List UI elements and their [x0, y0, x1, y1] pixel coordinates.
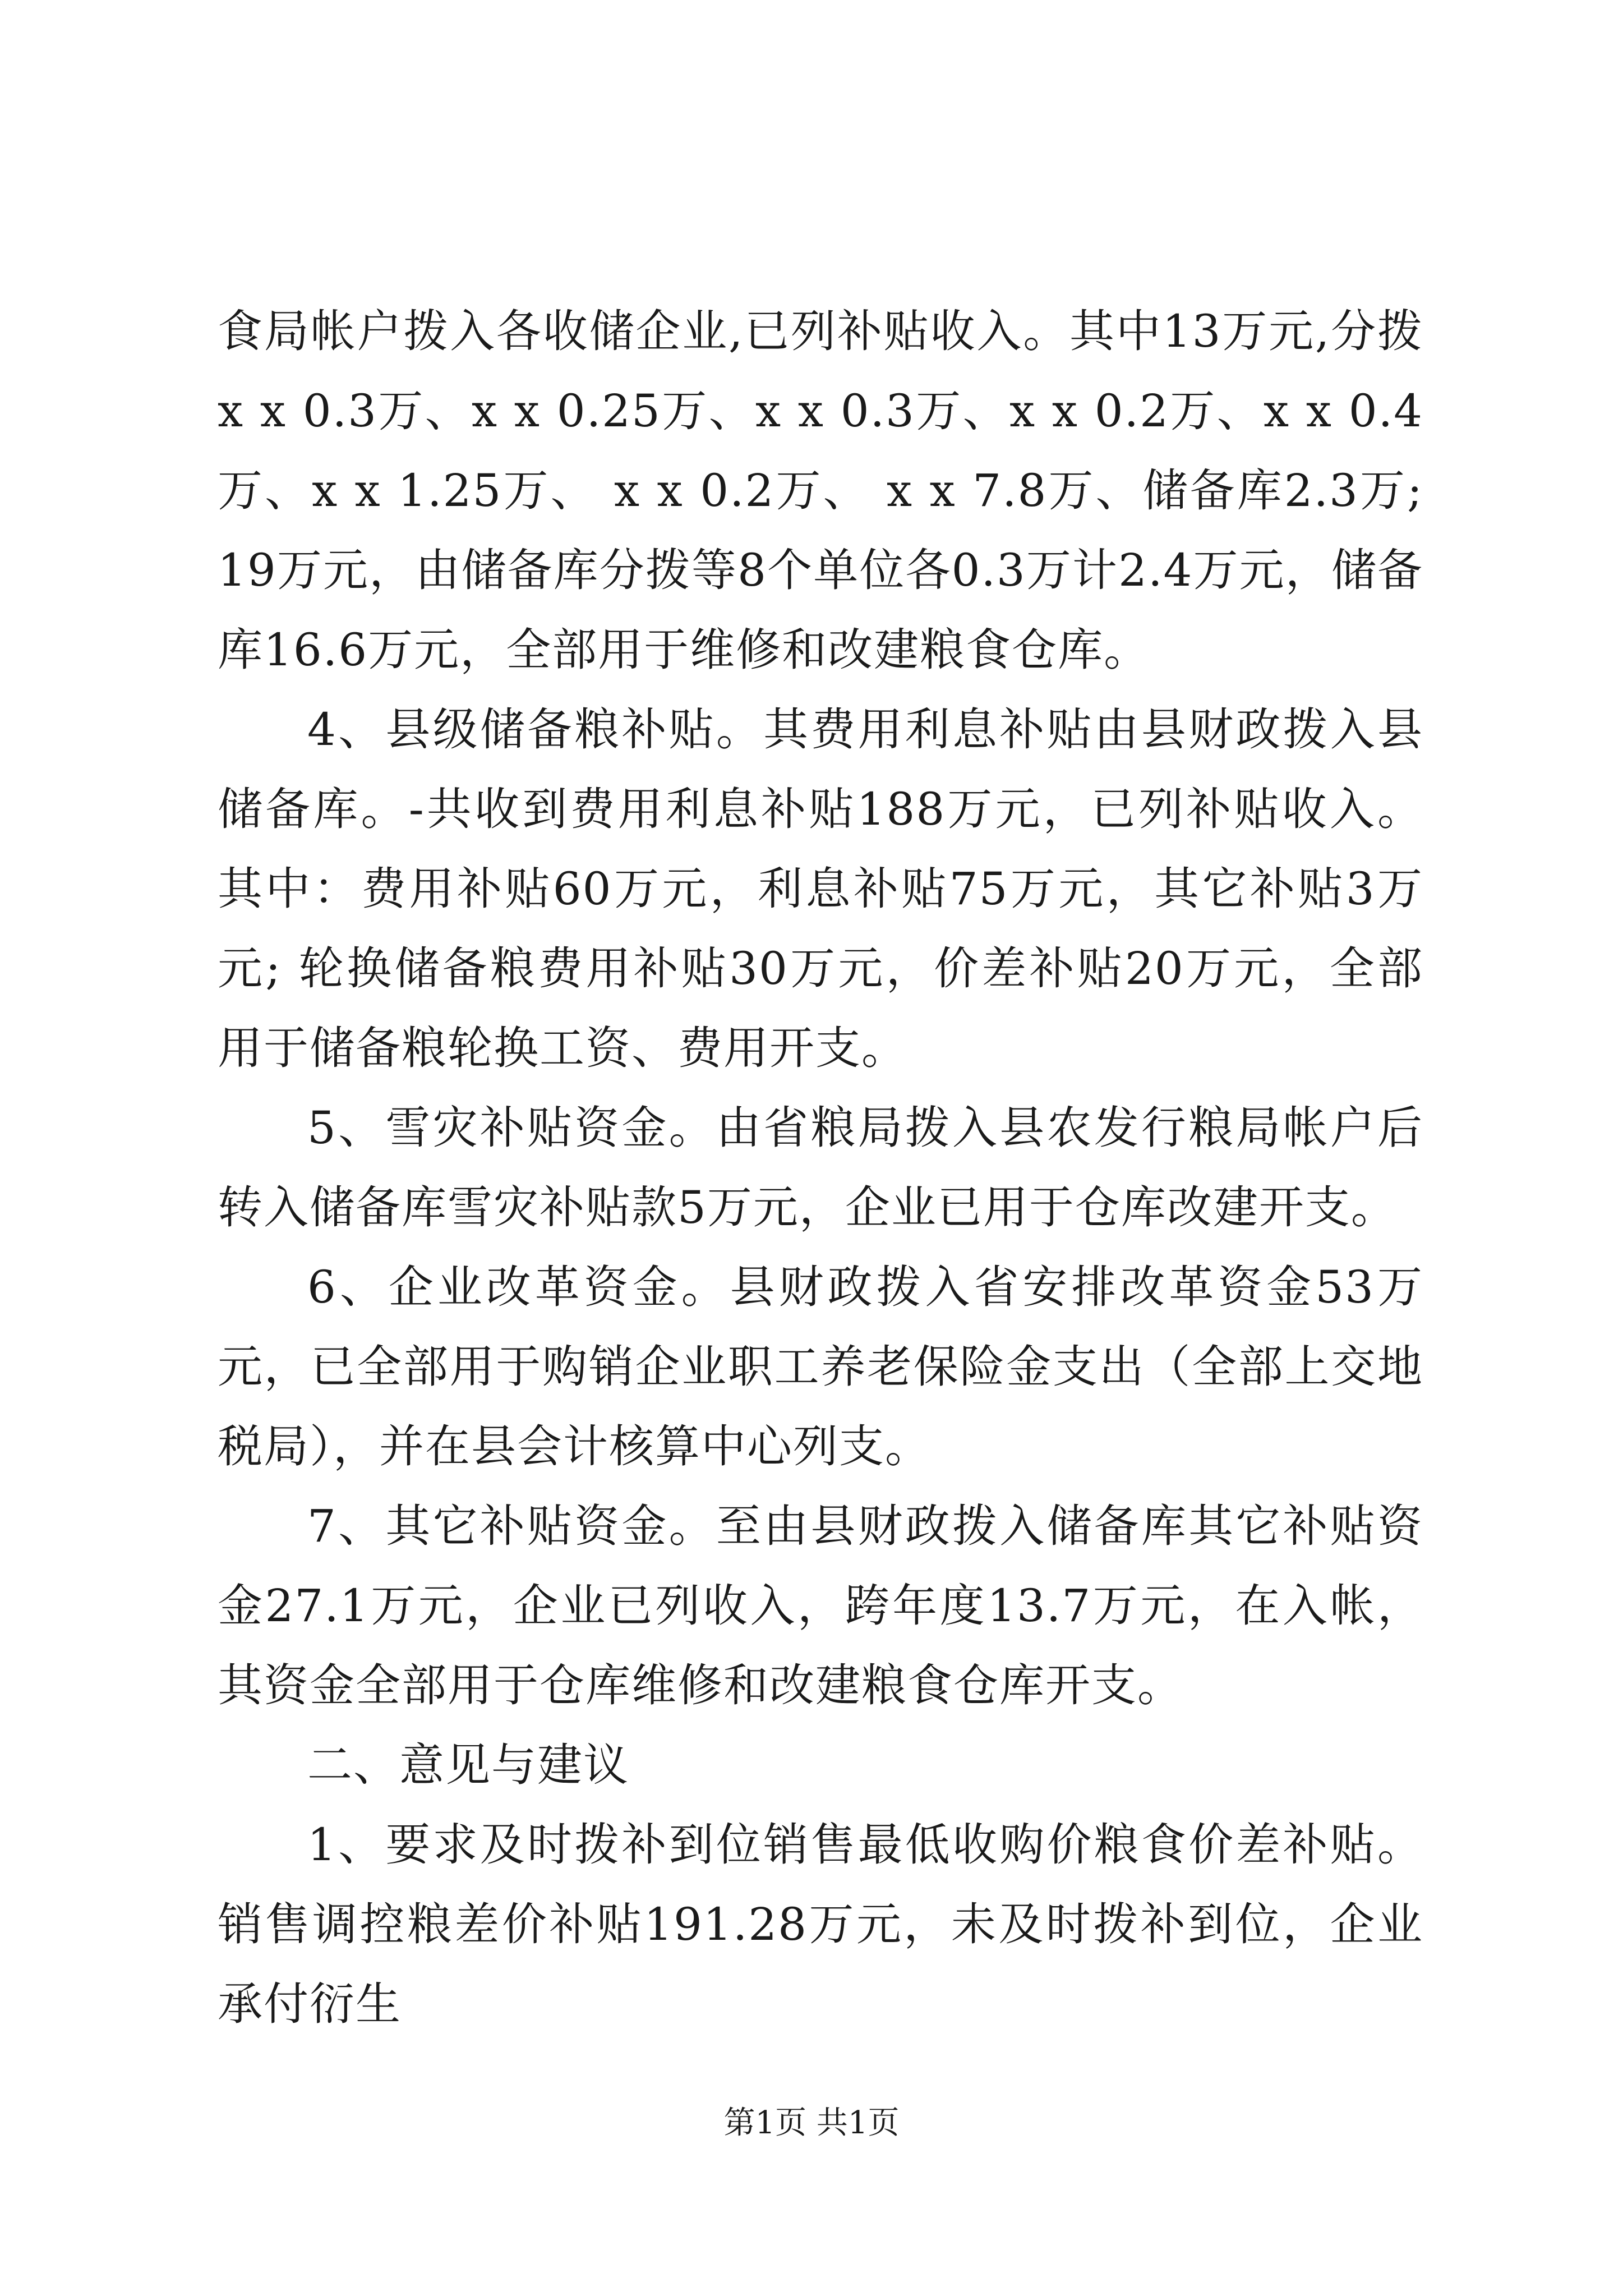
paragraph-6: 1、要求及时拨补到位销售最低收购价粮食价差补贴。销售调控粮差价补贴191.28万元，未及时拨补到位，企业承付衍生	[218, 1819, 1423, 2030]
paragraph-4: 6、企业改革资金。县财政拨入省安排改革资金53万元，已全部用于购销企业职工养老保险金支出（全部上交地税局），并在县会计核算中心列支。	[218, 1261, 1423, 1473]
document-body	[218, 292, 1423, 2044]
page-footer: 第1页 共1页	[723, 2105, 900, 2141]
paragraph-1: 食局帐户拨入各收储企业,已列补贴收入。其中13万元,分拨x x 0.3万、x x 0.25万、x x 0.3万、x x 0.2万、x x 0.4万、x x 1.25万、 x x 0.2万、 x x 7.8万、储备库2.3万; 19万元，由储备库分拨等8个单位各0.3万计2.4万元，储备库16.6万元，全部用于维修和改建粮食仓库。	[218, 305, 1423, 676]
paragraph-5: 7、其它补贴资金。至由县财政拨入储备库其它补贴资金27.1万元，企业已列收入，跨年度13.7万元，在入帐，其资金全部用于仓库维修和改建粮食仓库开支。	[218, 1500, 1423, 1711]
section-heading: 二、意见与建议	[307, 1739, 629, 1791]
paragraph-2: 4、县级储备粮补贴。其费用利息补贴由县财政拨入县储备库。-共收到费用利息补贴188万元，已列补贴收入。其中：费用补贴60万元，利息补贴75万元，其它补贴3万元; 轮换储备粮费用补贴30万元，价差补贴20万元，全部用于储备粮轮换工资、费用开支。	[218, 703, 1423, 1074]
paragraph-3: 5、雪灾补贴资金。由省粮局拨入县农发行粮局帐户后转入储备库雪灾补贴款5万元，企业已用于仓库改建开支。	[218, 1102, 1423, 1234]
